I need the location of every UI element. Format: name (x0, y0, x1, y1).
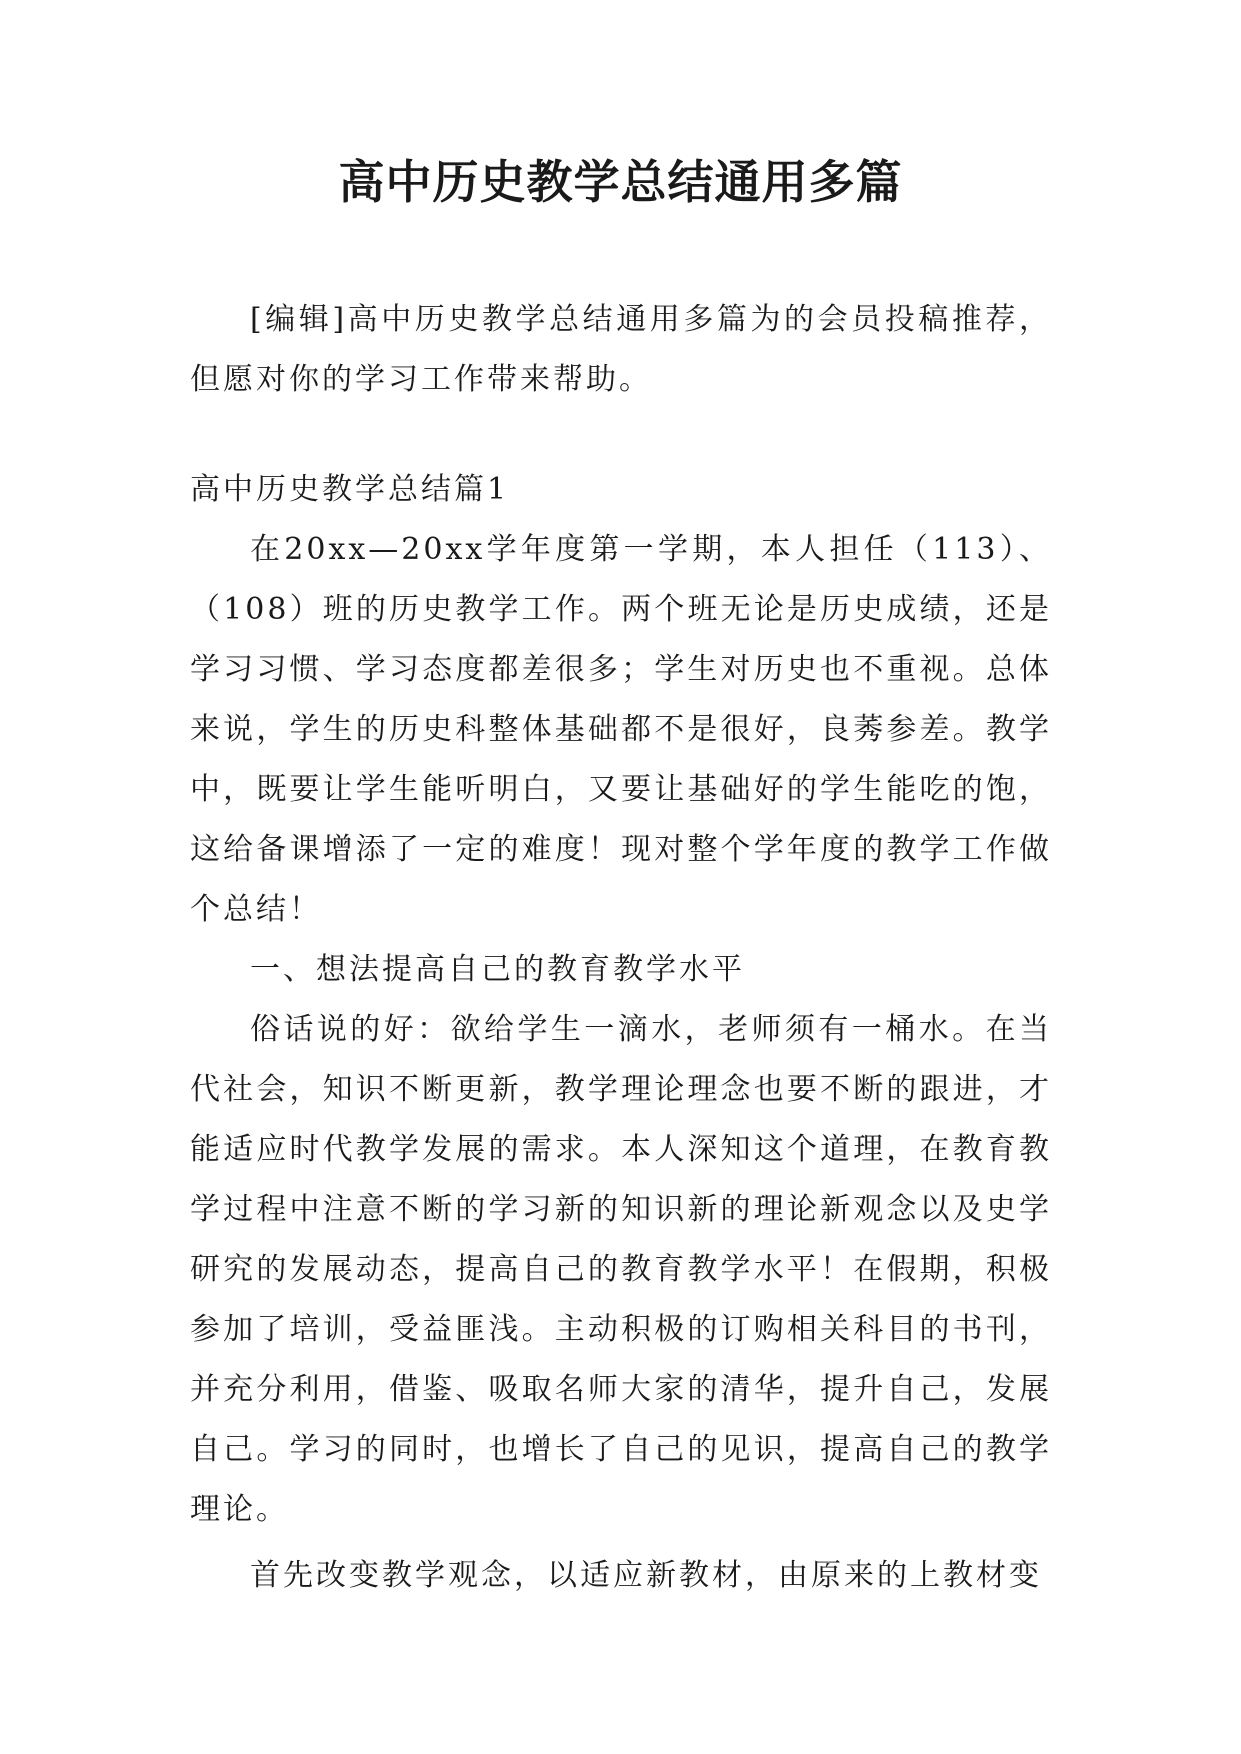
intro-paragraph: [编辑]高中历史教学总结通用多篇为的会员投稿推荐，但愿对你的学习工作带来帮助。 (190, 302, 1052, 397)
intro-block (190, 290, 1052, 410)
paragraph-2: 俗话说的好：欲给学生一滴水，老师须有一桶水。在当代社会，知识不断更新，教学理论理念也要不断的跟进，才能适应时代教学发展的需求。本人深知这个道理，在教育教学过程中注意不断的学习新的知识新的理论新观念以及史学研究的发展动态，提高自己的教育教学水平！在假期，积极参加了培训，受益匪浅。主动积极的订购相关科目的书刊，并充分利用，借鉴、吸取名师大家的清华，提升自己，发展自己。学习的同时，也增长了自己的见识，提高自己的教学理论。 (190, 1012, 1052, 1527)
document-title: 高中历史教学总结通用多篇 (338, 155, 903, 209)
paragraph-1: 在20xx—20xx学年度第一学期，本人担任（113）、（108）班的历史教学工作。两个班无论是历史成绩，还是学习习惯、学习态度都差很多；学生对历史也不重视。总体来说，学生的历史科整体基础都不是很好，良莠参差。教学中，既要让学生能听明白，又要让基础好的学生能吃的饱，这给备课增添了一定的难度！现对整个学年度的教学工作做个总结！ (190, 532, 1052, 927)
paragraph-3: 首先改变教学观念，以适应新教材，由原来的上教材变 (250, 1558, 1042, 1593)
subheading-1: 一、想法提高自己的教育教学水平 (250, 952, 745, 987)
article-body (190, 460, 1052, 1606)
section-title: 高中历史教学总结篇1 (190, 472, 510, 507)
